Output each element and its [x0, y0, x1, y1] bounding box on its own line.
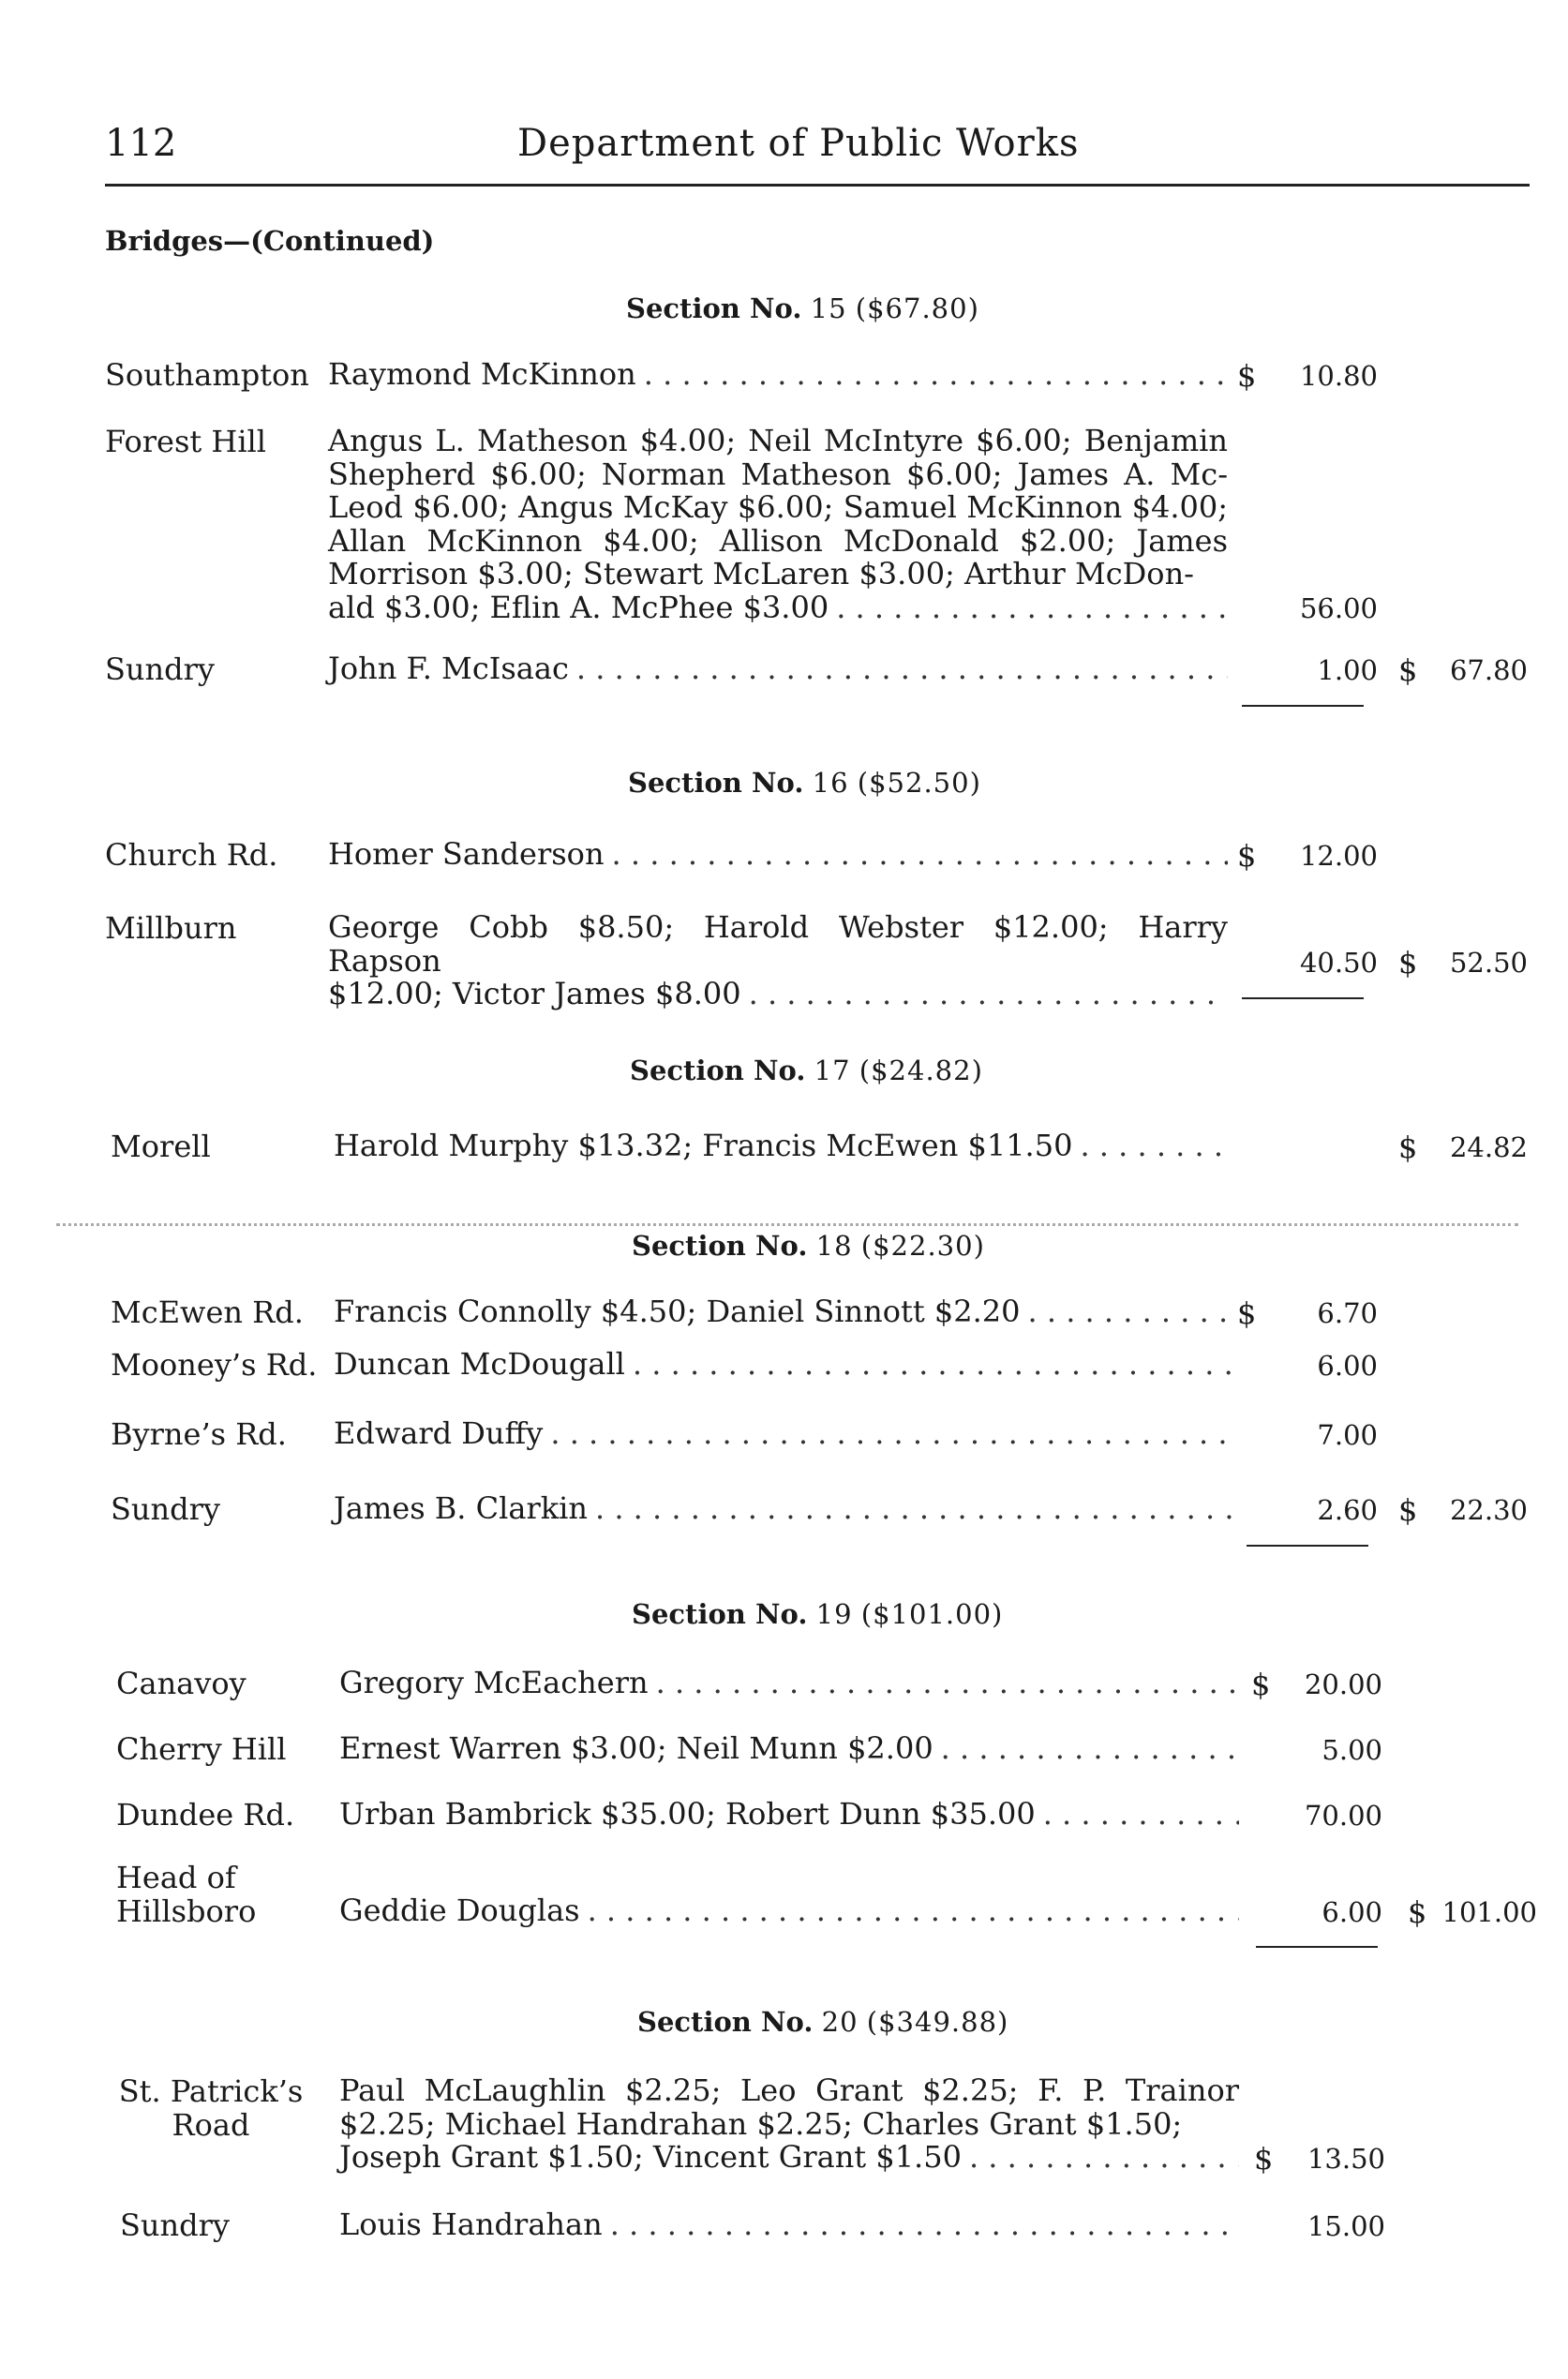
payee-text: James B. Clarkin: [334, 1490, 588, 1526]
leader-dots: [1028, 1295, 1233, 1329]
payee-names: [339, 1894, 1239, 1928]
section-label: Section No.: [630, 1055, 806, 1086]
payee-names: [334, 1417, 1233, 1451]
payee-names: [328, 425, 1228, 624]
section-total-amount: 24.82: [1449, 1131, 1528, 1163]
payee-text: Ernest Warren $3.00; Neil Munn $2.00: [339, 1730, 933, 1766]
leader-dots: [610, 2208, 1239, 2242]
payee-names: [334, 1130, 1233, 1163]
payee-names: [339, 1732, 1239, 1766]
section-total-amount: 101.00: [1441, 1896, 1537, 1928]
payee-names: [334, 1348, 1233, 1382]
section-heading: [626, 292, 979, 324]
place-name: Canavoy: [116, 1666, 246, 1701]
section-label: Section No.: [632, 1598, 808, 1630]
section-total: ($52.50): [857, 767, 981, 799]
line-amount: 40.50: [1299, 947, 1378, 979]
payee-text-last: $12.00; Victor James $8.00: [328, 976, 741, 1011]
payee-text: George Cobb $8.50; Harold Webster $12.00; Harry Rapson: [328, 909, 1228, 979]
section-label: Section No.: [637, 2006, 814, 2038]
section-heading: [632, 1598, 1003, 1630]
section-label: Section No.: [628, 767, 804, 799]
section-total-amount: 52.50: [1449, 947, 1528, 979]
dollar-sign: $: [1398, 652, 1418, 688]
line-amount: 6.70: [1317, 1297, 1378, 1329]
continued-heading: Bridges—(Continued): [105, 225, 435, 257]
payee-text: John F. McIsaac: [328, 651, 569, 686]
dollar-sign: $: [1408, 1894, 1427, 1930]
section-heading: [628, 767, 981, 799]
dollar-sign: $: [1237, 838, 1257, 874]
leader-dots: [576, 652, 1228, 686]
place-name: Byrne’s Rd.: [111, 1416, 287, 1452]
payee-text: Francis Connolly $4.50; Daniel Sinnott $2.20: [334, 1294, 1021, 1329]
place-name: Sundry: [111, 1491, 220, 1527]
section-label: Section No.: [632, 1230, 808, 1262]
payee-text: Raymond McKinnon: [328, 356, 636, 392]
leader-dots: [1043, 1798, 1239, 1832]
place-name: St. Patrick’s Road: [118, 2073, 304, 2143]
leader-dots: [656, 1667, 1239, 1700]
section-number: 15: [810, 292, 847, 324]
place-name: Mooney’s Rd.: [111, 1347, 318, 1383]
place-name: Southampton: [105, 357, 309, 393]
page-title: Department of Public Works: [517, 122, 1080, 165]
dollar-sign: $: [1398, 945, 1418, 980]
place-name: Morell: [111, 1129, 211, 1164]
leader-dots: [836, 591, 1228, 625]
place-name: Forest Hill: [105, 424, 267, 459]
dollar-sign: $: [1237, 358, 1257, 394]
payee-text: Urban Bambrick $35.00; Robert Dunn $35.00: [339, 1796, 1036, 1832]
place-name: Head of Hillsboro: [116, 1860, 257, 1929]
leader-dots: [1080, 1130, 1233, 1163]
leader-dots: [595, 1492, 1233, 1526]
section-total-amount: 67.80: [1449, 654, 1528, 686]
payee-names: [334, 1492, 1233, 1526]
payee-text-last: Joseph Grant $1.50; Vincent Grant $1.50: [339, 2139, 962, 2175]
place-name: Sundry: [105, 651, 215, 687]
section-total-amount: 22.30: [1449, 1494, 1528, 1526]
line-amount: 5.00: [1322, 1734, 1382, 1766]
subtotal-rule: [1256, 1946, 1378, 1948]
section-heading: [632, 1230, 985, 1262]
payee-text: Louis Handrahan: [339, 2207, 603, 2242]
section-number: 19: [815, 1598, 853, 1630]
place-name: Sundry: [120, 2207, 230, 2243]
section-number: 20: [821, 2006, 859, 2038]
line-amount: 20.00: [1304, 1668, 1382, 1700]
payee-names: [339, 2208, 1239, 2242]
payee-names: [334, 1295, 1233, 1329]
leader-dots: [633, 1348, 1233, 1382]
place-name: Church Rd.: [105, 837, 278, 873]
line-amount: 70.00: [1304, 1800, 1382, 1832]
dollar-sign: $: [1251, 1667, 1271, 1702]
place-name: Dundee Rd.: [116, 1797, 295, 1833]
payee-text: Paul McLaughlin $2.25; Leo Grant $2.25; F. P. Trainor $2.25; Michael Handrahan $2.25; Charles Grant $1.50;: [339, 2072, 1239, 2142]
leader-dots: [969, 2141, 1239, 2175]
section-total: ($67.80): [855, 292, 979, 324]
leader-dots: [941, 1732, 1239, 1766]
payee-names: [328, 911, 1228, 1011]
line-amount: 12.00: [1299, 840, 1378, 872]
dollar-sign: $: [1254, 2141, 1274, 2177]
section-number: 17: [814, 1055, 851, 1086]
payee-names: [339, 1667, 1239, 1700]
payee-names: [328, 838, 1228, 872]
section-total: ($24.82): [859, 1055, 983, 1086]
payee-names: [339, 2074, 1239, 2175]
dollar-sign: $: [1398, 1492, 1418, 1528]
section-heading: [630, 1055, 983, 1086]
payee-names: [339, 1798, 1239, 1832]
place-name: Cherry Hill: [116, 1731, 287, 1767]
leader-dots: [749, 978, 1228, 1011]
line-amount: 2.60: [1317, 1494, 1378, 1526]
header-rule: [105, 184, 1530, 187]
line-amount: 13.50: [1307, 2143, 1385, 2175]
section-total: ($349.88): [866, 2006, 1009, 2038]
line-amount: 1.00: [1317, 654, 1378, 686]
dollar-sign: $: [1237, 1295, 1257, 1331]
subtotal-rule: [1242, 997, 1364, 999]
place-name: McEwen Rd.: [111, 1294, 304, 1330]
line-amount: 6.00: [1317, 1350, 1378, 1382]
payee-text: Homer Sanderson: [328, 836, 605, 872]
payee-names: [328, 358, 1228, 392]
payee-text: Harold Murphy $13.32; Francis McEwen $11.50: [334, 1128, 1073, 1163]
section-total: ($101.00): [860, 1598, 1004, 1630]
line-amount: 7.00: [1317, 1419, 1378, 1451]
leader-dots: [612, 838, 1228, 872]
line-amount: 6.00: [1322, 1896, 1382, 1928]
leader-dots: [588, 1894, 1239, 1928]
faint-rule: [56, 1223, 1518, 1226]
dollar-sign: $: [1398, 1130, 1418, 1165]
line-amount: 10.80: [1299, 360, 1378, 392]
section-number: 16: [812, 767, 849, 799]
payee-text: Angus L. Matheson $4.00; Neil McIntyre $6.00; Benjamin Shepherd $6.00; Norman Matheson $6.00; James A. Mc-Leod $6.00; Angus McKay $6.00; Samuel McKinnon $4.00; Allan McKinnon $4.00; Allison McDonald $2.00; James Morrison $3.00; Stewart McLaren $3.00; Arthur McDon-: [328, 423, 1228, 591]
payee-text-last: ald $3.00; Eflin A. McPhee $3.00: [328, 589, 829, 625]
page-header: [105, 112, 1530, 178]
payee-text: Geddie Douglas: [339, 1893, 580, 1928]
line-amount: 15.00: [1307, 2210, 1385, 2242]
leader-dots: [644, 358, 1228, 392]
subtotal-rule: [1242, 705, 1364, 707]
subtotal-rule: [1247, 1545, 1368, 1547]
payee-text: Edward Duffy: [334, 1415, 544, 1451]
section-heading: [637, 2006, 1008, 2038]
place-name: Millburn: [105, 910, 237, 946]
section-number: 18: [815, 1230, 853, 1262]
payee-text: Duncan McDougall: [334, 1346, 625, 1382]
section-label: Section No.: [626, 292, 802, 324]
payee-names: [328, 652, 1228, 686]
payee-text: Gregory McEachern: [339, 1665, 649, 1700]
leader-dots: [550, 1417, 1233, 1451]
page-number: 112: [105, 122, 177, 165]
section-total: ($22.30): [860, 1230, 985, 1262]
line-amount: 56.00: [1299, 592, 1378, 624]
